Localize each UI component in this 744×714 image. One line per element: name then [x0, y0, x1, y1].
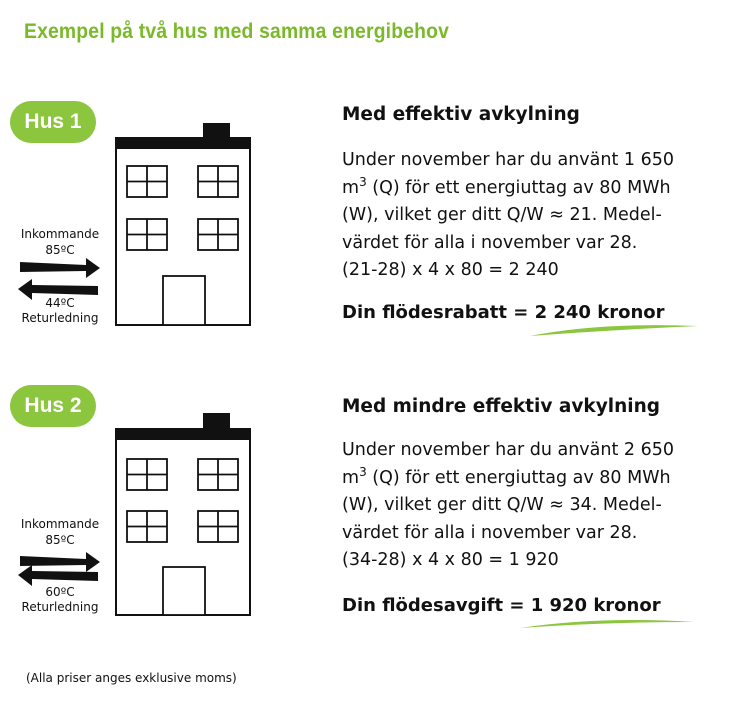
house-2-result-prefix: Din flödesavgift =	[342, 595, 531, 616]
house-2-line-5: (34-28) x 4 x 80 = 1 920	[342, 550, 559, 570]
house-1-line-1: Under november har du använt 1 650	[342, 150, 674, 170]
house-1-return-label: Returledning	[21, 311, 99, 325]
house-1-line-3: (W), vilket ger ditt Q/W ≈ 21. Medel-	[342, 205, 662, 225]
house-1-line-5: (21-28) x 4 x 80 = 2 240	[342, 260, 559, 280]
house-2-line-1: Under november har du använt 2 650	[342, 440, 674, 460]
house-2-line-3: (W), vilket ger ditt Q/W ≈ 34. Medel-	[342, 495, 662, 515]
house-1-incoming-label: Inkommande	[20, 227, 100, 241]
house-2-incoming-temp: 85ºC	[45, 533, 75, 547]
house-2-line-2-sup: 3	[359, 464, 367, 479]
house-1-badge: Hus 1	[10, 101, 96, 143]
house-2-result-amount: 1 920 kronor	[530, 595, 661, 616]
house-1-result-amount: 2 240 kronor	[534, 302, 665, 323]
house-1-return-temp: 44ºC	[45, 296, 75, 310]
page-title: Exempel på två hus med samma energibehov	[24, 20, 450, 43]
house-1-line-2-unit: m	[342, 177, 360, 198]
house-2-incoming-label: Inkommande	[20, 517, 100, 531]
house-2-heading: Med mindre effektiv avkylning	[342, 396, 661, 417]
house-1-result-prefix: Din flödesrabatt =	[342, 302, 535, 323]
house-2-line-2-unit: m	[342, 467, 360, 488]
house-1-line-2-rest: (Q) för ett energiuttag av 80 MWh	[366, 177, 671, 198]
house-2-line-2-rest: (Q) för ett energiuttag av 80 MWh	[366, 467, 671, 488]
house-2-line-4: värdet för alla i november var 28.	[342, 522, 638, 543]
house-2-return-label: Returledning	[21, 600, 99, 614]
house-1-incoming-temp: 85ºC	[45, 243, 75, 257]
house-1-line-4: värdet för alla i november var 28.	[342, 232, 638, 253]
house-2-return-temp: 60ºC	[45, 585, 75, 599]
house-1-heading: Med effektiv avkylning	[342, 104, 580, 125]
house-1-line-2-sup: 3	[359, 174, 367, 189]
footnote: (Alla priser anges exklusive moms)	[26, 671, 237, 685]
house-2-badge: Hus 2	[10, 385, 96, 427]
